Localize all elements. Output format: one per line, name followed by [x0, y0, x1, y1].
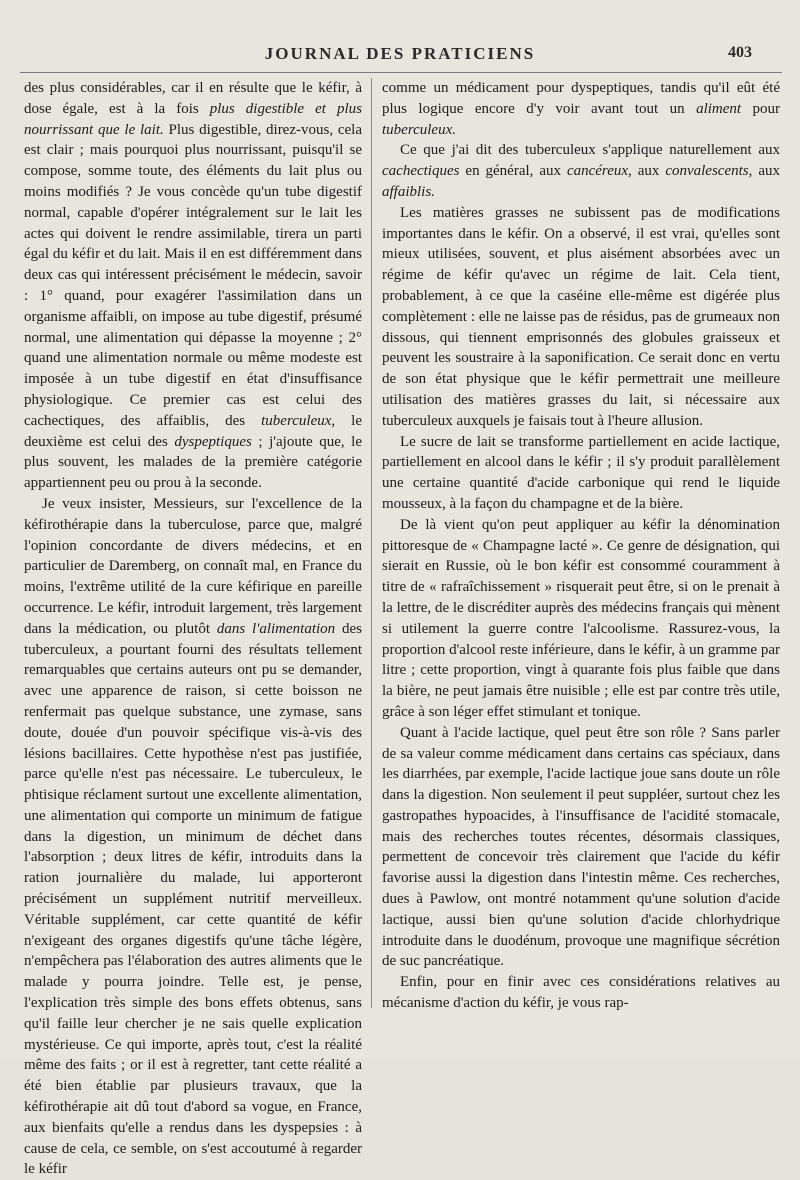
left-column [24, 78, 362, 1180]
text-run: des tuberculeux, a pourtant fourni des résultats tellement remarquables que certains auteurs ont pu se demander, avec une apparence de raison, si cette boisson ne renfermait pas quelque substance, une zymase, sans doute, douée d'un pouvoir spécifique vis-à-vis des lésions bacillaires. Cette hypothèse n'est pas justifiée, parce qu'elle n'est pas nécessaire. Le tuberculeux, le phtisique réclament surtout une excellente alimentation, une alimentation qui comporte un minimum de fatigue dans la digestion, un minimum de déchet dans l'absorption ; deux litres de kéfir, introduits dans la ration journalière du malade, lui apporteront précisément un supplément nutritif merveilleux. Véritable supplément, car cette quantité de kéfir n'exigeant des organes digestifs qu'une tâche légère, n'empêchera pas l'élaboration des autres aliments que le malade y pourra joindre. Telle est, je pense, l'explication très simple des bons effets obtenus, sans qu'il faille leur chercher je ne sais quelle explication mystérieuse. Ce qui importe, après tout, c'est la réalité même des faits ; or il est à regretter, tant cette réalité a été bien établie par plusieurs travaux, que la kéfirothérapie ait dû tout d'abord sa vogue, en France, aux bienfaits qu'elle a rendus dans les dyspepsies : à cause de cela, ce semble, on s'est accoutumé à regarder le kéfir [24, 620, 363, 1178]
text-run: Ce que j'ai dit des tuberculeux s'applique naturellement aux [400, 142, 780, 159]
text-run: pour [741, 100, 781, 117]
page-header [0, 42, 800, 68]
text-run: Je veux insister, Messieurs, sur l'excellence de la kéfirothérapie dans la tuberculose, parce que, malgré l'opinion concordante de divers médecins, et en particulier de Daremberg, on connaît mal, en France du moins, l'extrême utilité de la cure kéfirique en pareille occurrence. Le kéfir, introduit largement, très largement dans la médication, ou plutôt [24, 495, 362, 637]
text-run: des plus considérables, car il en résulte que le kéfir, à dose égale, est à la fois [24, 80, 362, 117]
page-number: 403 [728, 44, 752, 61]
right-paragraph-3: Les matières grasses ne subissent pas de modifications importantes dans le kéfir. On a observé, il est vrai, qu'elles sont mieux utilisées, souvent, et plus aisément absorbées avec un régime de kéfir qu'avec un régime de lait. Cela tient, probablement, à ce que la caséine elle-même est digérée plus complètement : elle ne laisse pas de résidus, pas de grumeaux non dissous, qui tiennent emprisonnés des globules graisseux et peuvent les soustraire à la saponification. Ce serait donc en vertu de son état physique que le kéfir permettrait une meilleure utilisation des matières grasses du lait, si nécessaire aux tuberculeux auxquels je faisais tout à l'heure allusion. [382, 204, 780, 429]
text-run: en général, aux [459, 163, 567, 180]
journal-title: JOURNAL DES PRATICIENS [264, 44, 536, 63]
text-run: , le deuxième est celui des [24, 412, 363, 450]
right-paragraph-4: Le sucre de lait se transforme partiellement en acide lactique, partiellement en alcool dans le kéfir ; il s'y produit parallèlement une certaine quantité d'acide carbonique qui rend le liquide mousseux, à la façon du champagne et de la bière. [382, 433, 780, 512]
right-column [382, 78, 780, 1014]
header-rule [20, 72, 782, 73]
italic-run: dyspeptiques [174, 433, 252, 450]
italic-run: cachectiques [382, 163, 460, 180]
italic-run: aliment [696, 100, 742, 117]
text-run: Plus digestible, direz-vous, cela est clair ; mais pourquoi plus nourrissant, puisqu'il se compose, somme toute, des éléments du lait plus ou moins modifiés ? Je vous concède qu'un tube digestif normal, capable d'opérer intégralement sur le lait les actes qui doivent le rendre assimilable, tirera un parti égal du kéfir et du lait. Mais il en est différemment dans deux cas qui intéressent précisément le médecin, savoir : 1° quand, pour exagérer l'assimilation dans un organisme affaibli, on impose au tube digestif, présumé normal, une alimentation qui dépasse la moyenne ; 2° quand une alimentation normale ou même modeste est imposée à un tube digestif en état d'insuffisance physiologique. Ce premier cas est celui des cachectiques, des affaiblis, des [24, 121, 363, 429]
right-paragraph-5: De là vient qu'on peut appliquer au kéfir la dénomination pittoresque de « Champagne lacté ». Ce genre de désignation, qui sierait en Russie, où le bon kéfir est consommé couramment à titre de « rafraîchissement » risquerait peut être, si on le prenait à la lettre, de le discréditer auprès des médecins français qui mènent si utilement la guerre contre l'alcoolisme. Rassurez-vous, la proportion d'alcool reste inférieure, dans le kéfir, à un gramme par litre ; cette proportion, vingt à quarante fois plus faible que dans la bière, ne peut jamais être nuisible ; elle est par contre très utile, grâce à son léger effet stimulant et tonique. [382, 516, 780, 720]
right-paragraph-6: Quant à l'acide lactique, quel peut être son rôle ? Sans parler de sa valeur comme médicament dans certains cas spéciaux, dans les diarrhées, par exemple, l'acide lactique joue sans doute un rôle dans la digestion. Non seulement il peut suppléer, surtout chez les gastropathes hypoacides, à l'insuffisance de l'acidité stomacale, mais des recherches toutes récentes, désormais classiques, permettent de concevoir très clairement que l'acide du kéfir favorise aussi la digestion dans l'intestin même. Ces recherches, dues à Pawlow, ont montré notamment qu'une solution d'acide lactique, aussi bien qu'une solution d'acide chlorhydrique introduite dans le duodénum, provoque une magnifique sécrétion de suc pancréatique. [382, 724, 780, 970]
italic-run: cancéreux [566, 163, 629, 180]
text-run: , aux [628, 163, 666, 180]
italic-run: dans l'alimentation [216, 620, 336, 637]
text-run: , aux [748, 163, 780, 180]
right-paragraph-7: Enfin, pour en finir avec ces considérations relatives au mécanisme d'action du kéfir, je vous rap- [382, 974, 780, 1012]
right-paragraph-2 [382, 140, 780, 202]
italic-run: affaiblis. [382, 183, 435, 200]
italic-run: tuberculeux. [382, 121, 456, 138]
column-divider [371, 78, 372, 1008]
right-paragraph-1 [382, 78, 780, 140]
italic-run: tuberculeux [261, 412, 332, 429]
text-run: comme un médicament pour dyspeptiques, tandis qu'il eût été plus logique encore d'y voir avant tout un [382, 80, 780, 117]
left-paragraph-2 [24, 494, 362, 1180]
italic-run: plus digestible et plus nourrissant que le lait. [24, 100, 362, 138]
text-run: ; j'ajoute que, le plus souvent, les malades de la première catégorie appartiennent peu ou prou à la seconde. [24, 433, 362, 492]
left-paragraph-1 [24, 78, 362, 494]
italic-run: convalescents [665, 163, 749, 180]
